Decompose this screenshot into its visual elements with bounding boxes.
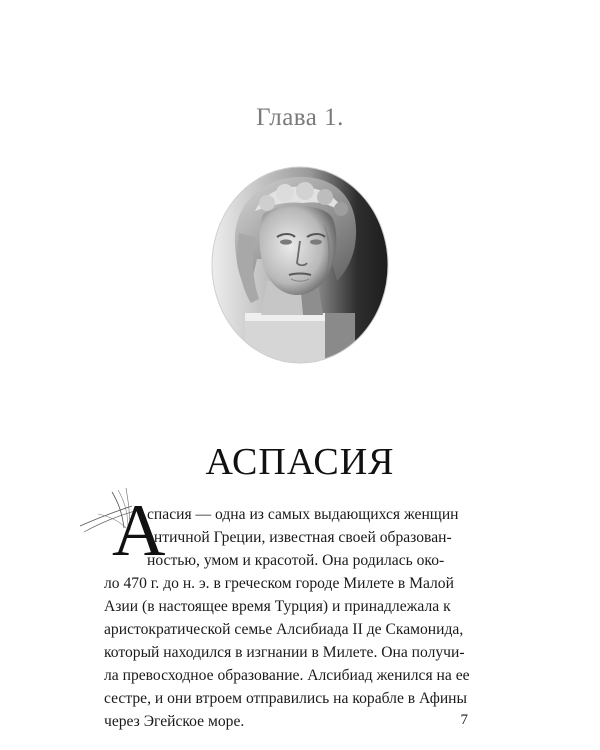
text-line: античной Греции, известная своей образован-	[147, 529, 452, 546]
chapter-title: АСПАСИЯ	[205, 441, 395, 483]
dropcap-letter: А	[112, 490, 166, 572]
text-line: через Эгейское море.	[104, 713, 245, 730]
text-line: ностью, умом и красотой. Она родилась око-	[147, 552, 445, 569]
text-line: аристократической семье Алсибиада II де Скамонида,	[104, 621, 464, 638]
text-line: Азии (в настоящее время Турция) и принадлежала к	[104, 598, 451, 615]
text-line: сестре, и они втроем отправились на корабле в Афины	[104, 690, 467, 707]
text-line: спасия — одна из самых выдающихся женщин	[147, 506, 459, 523]
text-line: ла превосходное образование. Алсибиад женился на ее	[104, 667, 470, 684]
text-line: который находился в изгнании в Милете. Она получи-	[104, 644, 465, 661]
page-number: 7	[460, 712, 468, 728]
chapter-heading: Глава 1.	[256, 104, 344, 131]
text-line: ло 470 г. до н. э. в греческом городе Милете в Малой	[104, 575, 454, 592]
